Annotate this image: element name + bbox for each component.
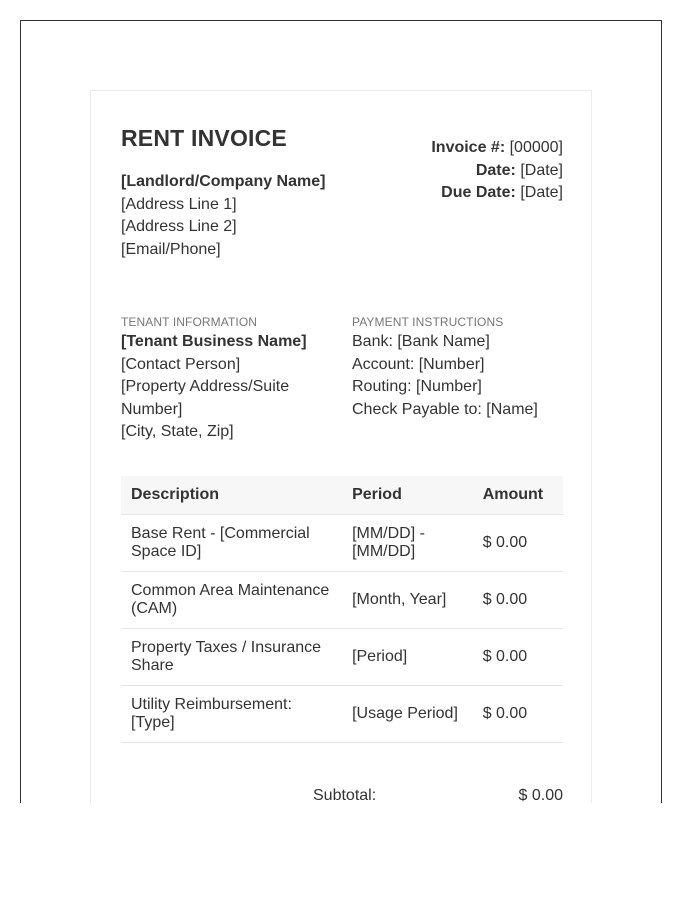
invoice-meta	[431, 137, 563, 205]
payment-instructions	[352, 315, 567, 421]
viewport-frame	[20, 20, 662, 803]
tenant-contact-person: [Contact Person]	[121, 355, 241, 373]
landlord-block	[121, 171, 325, 261]
payment-account: Account: [Number]	[352, 355, 485, 373]
landlord-address-line-1: [Address Line 1]	[121, 195, 237, 213]
table-row	[121, 572, 563, 629]
invoice-title: RENT INVOICE	[121, 125, 287, 151]
row-description-line: [Type]	[131, 714, 175, 731]
table-header-row	[121, 476, 563, 515]
row-amount: $ 0.00	[473, 629, 563, 686]
row-description-line: Share	[131, 657, 174, 674]
subtotal-label: Subtotal:	[313, 787, 377, 803]
row-description-line: Utility Reimbursement:	[131, 696, 292, 713]
row-period-line: [MM/DD] -	[352, 525, 425, 542]
column-header-amount: Amount	[473, 476, 563, 515]
invoice-date-value: [Date]	[520, 161, 563, 179]
invoice-due-date-line	[431, 182, 563, 205]
row-amount: $ 0.00	[473, 515, 563, 572]
invoice-number-value: [00000]	[509, 139, 563, 156]
tenant-city-state-zip: [City, State, Zip]	[121, 423, 234, 440]
row-period: [Month, Year]	[342, 572, 473, 629]
table-row	[121, 515, 563, 572]
tenant-property-address-2: Number]	[121, 400, 183, 418]
landlord-name: [Landlord/Company Name]	[121, 173, 326, 190]
invoice-number-line	[431, 137, 563, 160]
invoice-page	[90, 90, 592, 803]
invoice-content	[121, 121, 563, 803]
row-description	[121, 629, 342, 686]
tenant-information	[121, 315, 331, 444]
invoice-due-date-label: Due Date:	[441, 184, 516, 201]
row-description-line: (CAM)	[131, 600, 178, 617]
row-period: [Usage Period]	[342, 686, 473, 743]
row-description-line: Common Area Maintenance	[131, 582, 330, 599]
row-description	[121, 515, 342, 572]
tenant-section-label: TENANT INFORMATION	[121, 315, 258, 329]
line-items-table	[121, 476, 563, 743]
invoice-header	[121, 121, 563, 291]
landlord-contact: [Email/Phone]	[121, 240, 221, 258]
row-description	[121, 572, 342, 629]
column-header-period: Period	[342, 476, 473, 515]
row-amount: $ 0.00	[473, 572, 563, 629]
payment-bank: Bank: [Bank Name]	[352, 333, 490, 350]
tenant-property-address-1: [Property Address/Suite	[121, 378, 290, 395]
row-period: [Period]	[342, 629, 473, 686]
row-amount: $ 0.00	[473, 686, 563, 743]
invoice-due-date-value: [Date]	[520, 184, 563, 201]
tenant-business-name: [Tenant Business Name]	[121, 333, 307, 350]
row-description-line: Base Rent - [Commercial	[131, 525, 310, 542]
payment-check-payable: Check Payable to: [Name]	[352, 400, 538, 418]
invoice-number-label: Invoice #:	[431, 139, 506, 156]
parties-section	[121, 315, 563, 475]
row-period	[342, 515, 473, 572]
table-row	[121, 629, 563, 686]
column-header-description: Description	[121, 476, 342, 515]
landlord-address-line-2: [Address Line 2]	[121, 218, 237, 235]
subtotal-row	[121, 787, 563, 803]
payment-routing: Routing: [Number]	[352, 378, 482, 395]
invoice-date-label: Date:	[475, 161, 516, 179]
invoice-date-line	[431, 160, 563, 183]
row-description-line: Property Taxes / Insurance	[131, 639, 322, 656]
row-period-line: [MM/DD]	[352, 543, 416, 560]
row-description-line: Space ID]	[131, 543, 202, 560]
payment-section-label: PAYMENT INSTRUCTIONS	[352, 315, 504, 329]
row-description	[121, 686, 342, 743]
table-row	[121, 686, 563, 743]
subtotal-value: $ 0.00	[518, 787, 563, 803]
